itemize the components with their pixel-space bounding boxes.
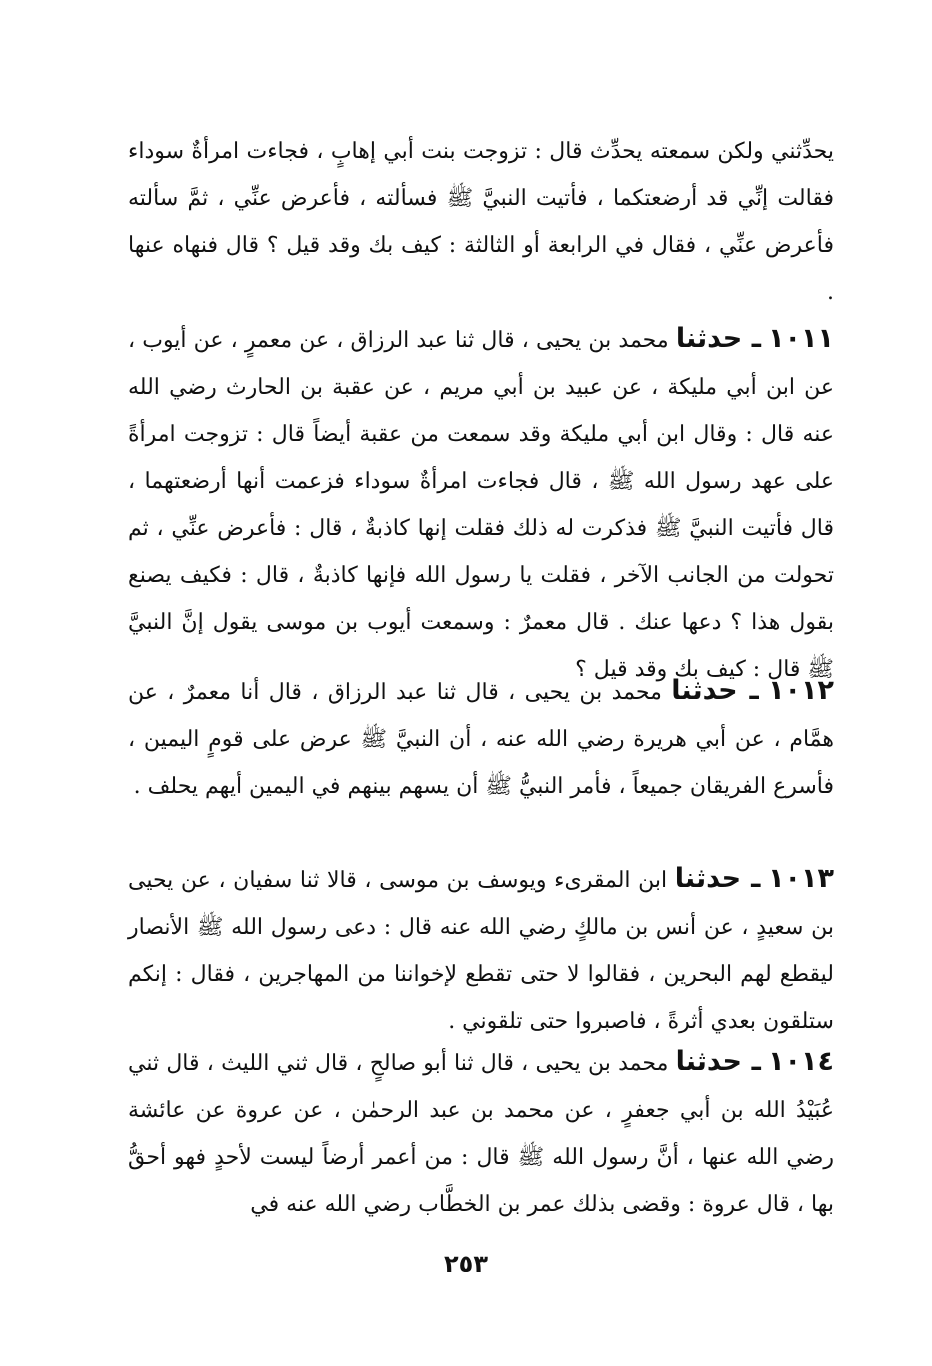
hadith-1012	[128, 667, 834, 810]
hadith-lead-word: ـ حدثنا	[671, 675, 759, 706]
hadith-text: ابن المقرىء ويوسف بن موسى ، قالا ثنا سفيان ، عن يحيى بن سعيدٍ ، عن أنس بن مالكٍ رضي الله عنه قال : دعى رسول الله ﷺ الأنصار ليقطع لهم البحرين ، فقالوا لا حتى تقطع لإخواننا من المهاجرين ، فقال : إنكم ستلقون بعدي أثرةً ، فاصبروا حتى تلقوني .	[128, 868, 834, 1034]
hadith-1013	[128, 855, 834, 1045]
hadith-number: ١٠١٤	[768, 1046, 834, 1077]
hadith-lead-word: ـ حدثنا	[675, 1046, 761, 1077]
hadith-lead-text: حدثنا	[674, 863, 742, 894]
hadith-lead-text: حدثنا	[675, 1046, 742, 1077]
paragraph-text: يحدِّثني ولكن سمعته يحدِّث قال : تزوجت بنت أبي إهابٍ ، فجاءت امرأةٌ سوداء فقالت إنِّي قد أرضعتكما ، فأتيت النبيَّ ﷺ فسألته ، فأعرض عنِّي ، ثمَّ سألته فأعرض عنِّي ، فقال في الرابعة أو الثالثة : كيف بك وقد قيل ؟ قال فنهاه عنها .	[128, 139, 834, 305]
paragraph-continuation	[128, 128, 834, 316]
hadith-number: ١٠١١	[768, 323, 834, 354]
hadith-number: ١٠١٣	[768, 863, 834, 894]
hadith-1011	[128, 315, 834, 693]
hadith-number: ١٠١٢	[768, 675, 834, 706]
hadith-text: محمد بن يحيى ، قال ثنا أبو صالحٍ ، قال ثني الليث ، قال ثني عُبَيْدُ الله بن أبي جعفرٍ ، عن محمد بن عبد الرحمٰن ، عن عروة عن عائشة رضي الله عنها ، أنَّ رسول الله ﷺ قال : من أعمر أرضاً ليست لأحدٍ فهو أحقُّ بها ، قال عروة : وقضى بذلك عمر بن الخطَّاب رضي الله عنه في	[128, 1051, 834, 1217]
hadith-lead-text: حدثنا	[675, 323, 743, 354]
hadith-1014	[128, 1038, 834, 1228]
page-number: ٢٥٣	[444, 1250, 488, 1278]
hadith-text: محمد بن يحيى ، قال ثنا عبد الرزاق ، قال أنا معمرٌ ، عن همَّام ، عن أبي هريرة رضي الله عنه ، أن النبيَّ ﷺ عرض على قومٍ اليمين ، فأسرع الفريقان جميعاً ، فأمر النبيُّ ﷺ أن يسهم بينهم في اليمين أيهم يحلف .	[128, 680, 834, 799]
hadith-lead-text: حدثنا	[671, 675, 738, 706]
hadith-lead-word: ـ حدثنا	[675, 323, 761, 354]
hadith-text: محمد بن يحيى ، قال ثنا عبد الرزاق ، عن معمرٍ ، عن أيوب ، عن ابن أبي مليكة ، عن عبيد بن أبي مريم ، عن عقبة بن الحارث رضي الله عنه قال : وقال ابن أبي مليكة وقد سمعت من عقبة أيضاً قال : تزوجت امرأةً على عهد رسول الله ﷺ ، قال فجاءت امرأةٌ سوداء فزعمت أنها أرضعتهما ، قال فأتيت النبيَّ ﷺ فذكرت له ذلك فقلت إنها كاذبةٌ ، قال : فأعرض عنِّي ، ثم تحولت من الجانب الآخر ، فقلت يا رسول الله فإنها كاذبةٌ ، قال : فكيف يصنع بقول هذا ؟ دعها عنك . قال معمرٌ : وسمعت أيوب بن موسى يقول إنَّ النبيَّ ﷺ قال : كيف بك وقد قيل ؟	[128, 328, 834, 682]
hadith-lead-word: ـ حدثنا	[674, 863, 761, 894]
